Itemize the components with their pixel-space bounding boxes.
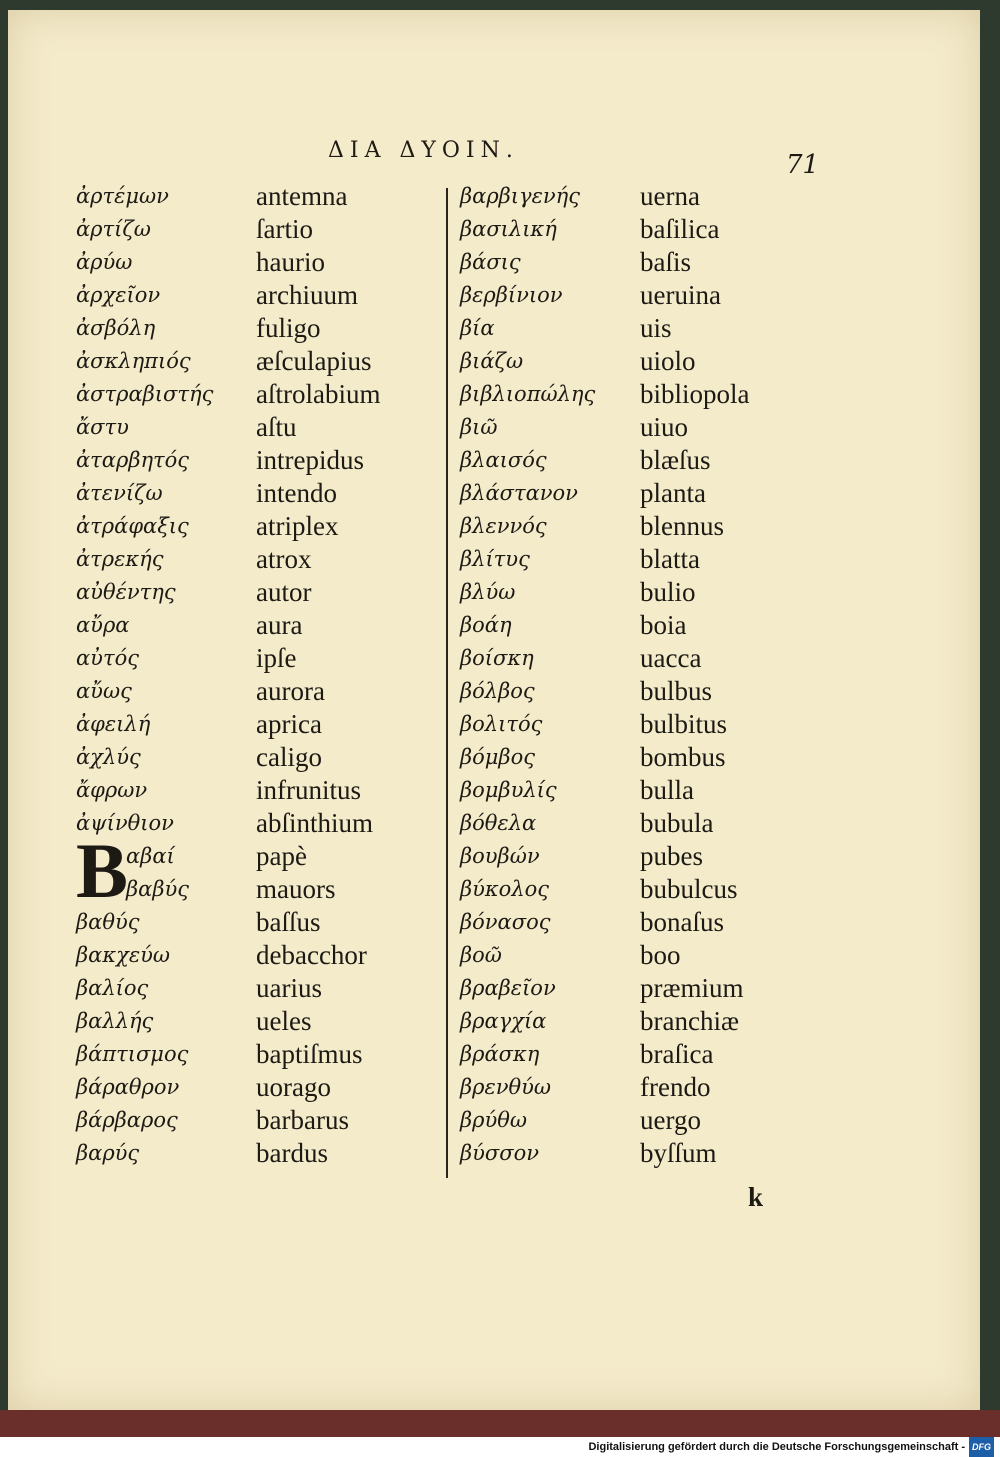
running-head: ΔΙΑ ΔΥΟΙΝ. [328, 138, 519, 163]
latin-gloss: braſica [640, 1039, 714, 1069]
greek-headword: ἀφειλή [76, 712, 151, 736]
greek-headword: ἀρτίζω [76, 217, 151, 241]
latin-gloss: bulbus [640, 676, 713, 706]
latin-gloss: byſſum [640, 1138, 717, 1168]
dfg-logo: DFG [969, 1437, 994, 1457]
latin-gloss: caligo [256, 742, 322, 772]
greek-headword: βαρβιγενής [460, 184, 580, 208]
latin-gloss: bulbitus [640, 709, 728, 739]
latin-gloss: uiolo [640, 346, 696, 376]
latin-gloss: intendo [256, 478, 337, 508]
book-page [8, 10, 980, 1410]
latin-gloss: uiuo [640, 412, 689, 442]
initial-block [76, 827, 213, 914]
latin-gloss: bonaſus [640, 907, 724, 937]
greek-headword: βολιτός [460, 712, 543, 736]
greek-headword: ἀσβόλη [76, 316, 156, 340]
greek-headword: βρύθω [460, 1108, 528, 1132]
latin-gloss: bombus [640, 742, 726, 772]
greek-headword: αὔρα [76, 613, 130, 637]
latin-gloss: blennus [640, 511, 724, 541]
latin-gloss: bibliopola [640, 379, 750, 409]
latin-gloss: aſtrolabium [256, 379, 381, 409]
greek-headword: βαλίος [76, 976, 149, 1000]
greek-headword: ἀτρεκής [76, 547, 164, 571]
latin-gloss: aprica [256, 709, 322, 739]
latin-gloss: atrox [256, 544, 312, 574]
greek-headword: βοίσκη [460, 646, 534, 670]
greek-headword: βαβύς [126, 877, 189, 901]
latin-gloss: uarius [256, 973, 322, 1003]
greek-headword: βάραθρον [76, 1075, 180, 1099]
greek-headword: ἄφρων [76, 778, 148, 802]
greek-headword: βιάζω [460, 349, 524, 373]
latin-gloss: blatta [640, 544, 700, 574]
latin-gloss: bubula [640, 808, 714, 838]
latin-gloss: ueles [256, 1006, 312, 1036]
greek-headword: βόνασος [460, 910, 551, 934]
greek-headword: ἀψίνθιον [76, 811, 174, 835]
greek-headword: βύσσον [460, 1141, 539, 1165]
greek-headword: αὔως [76, 679, 132, 703]
latin-gloss: archiuum [256, 280, 358, 310]
latin-gloss: abſinthium [256, 808, 373, 838]
greek-headword: βακχεύω [76, 943, 170, 967]
latin-gloss: baſſus [256, 907, 321, 937]
greek-headword: βομβυλίς [460, 778, 557, 802]
latin-column-left [256, 180, 380, 1170]
latin-gloss: ſartio [256, 214, 313, 244]
latin-gloss: ipſe [256, 643, 297, 673]
latin-gloss: uerna [640, 181, 700, 211]
latin-gloss: frendo [640, 1072, 711, 1102]
greek-headword: βάρβαρος [76, 1108, 178, 1132]
latin-gloss: ueruina [640, 280, 721, 310]
latin-gloss: bulio [640, 577, 696, 607]
latin-gloss: intrepidus [256, 445, 364, 475]
greek-headword: ἀσκληπιός [76, 349, 191, 373]
greek-headword: ἀρχεῖον [76, 283, 161, 307]
greek-headword: ἀρύω [76, 250, 133, 274]
greek-headword: βόθελα [460, 811, 537, 835]
greek-headword: βόλβος [460, 679, 535, 703]
latin-column-right [640, 180, 750, 1170]
latin-gloss: baptiſmus [256, 1039, 363, 1069]
latin-gloss: infrunitus [256, 775, 361, 805]
greek-headword: ἀχλύς [76, 745, 141, 769]
greek-headword: βοῶ [460, 943, 502, 967]
greek-headword: βερβίνιον [460, 283, 563, 307]
greek-headword: αὐθέντης [76, 580, 176, 604]
greek-headword: βαλλής [76, 1009, 154, 1033]
greek-headword: βρενθύω [460, 1075, 552, 1099]
book-edge [0, 1410, 1000, 1437]
initial-headwords [126, 840, 189, 906]
greek-headword: ἀρτέμων [76, 184, 169, 208]
latin-gloss: uergo [640, 1105, 701, 1135]
greek-headword: βάπτισμος [76, 1042, 189, 1066]
greek-headword: βραγχία [460, 1009, 547, 1033]
greek-headword: βασιλική [460, 217, 557, 241]
latin-gloss: autor [256, 577, 312, 607]
digitization-credit [0, 1437, 1000, 1457]
greek-headword: βιβλιοπώλης [460, 382, 596, 406]
latin-gloss: blæſus [640, 445, 711, 475]
greek-headword: βιῶ [460, 415, 498, 439]
greek-headword: βλάστανον [460, 481, 578, 505]
greek-headword: βουβών [460, 844, 540, 868]
latin-gloss: mauors [256, 874, 336, 904]
latin-gloss: boo [640, 940, 681, 970]
latin-gloss: bardus [256, 1138, 328, 1168]
greek-headword: ἀστραβιστής [76, 382, 214, 406]
greek-headword: βόμβος [460, 745, 535, 769]
greek-headword: αὐτός [76, 646, 139, 670]
greek-headword: βαρύς [76, 1141, 140, 1165]
greek-headword: βοάη [460, 613, 512, 637]
latin-gloss: aura [256, 610, 303, 640]
credit-text: Digitalisierung gefördert durch die Deutsche Forschungsgemeinschaft - [588, 1441, 965, 1453]
catchword: k [748, 1182, 764, 1212]
greek-headword: βλύω [460, 580, 516, 604]
greek-headword: βάσις [460, 250, 521, 274]
latin-gloss: bubulcus [640, 874, 738, 904]
latin-gloss: boia [640, 610, 687, 640]
greek-column-left [76, 180, 213, 1170]
greek-headword: βλίτυς [460, 547, 530, 571]
latin-gloss: æſculapius [256, 346, 372, 376]
greek-headword: βλαισός [460, 448, 547, 472]
greek-headword: ἀτράφαξις [76, 514, 189, 538]
latin-gloss: præmium [640, 973, 744, 1003]
greek-headword: βία [460, 316, 495, 340]
greek-headword: βλεννός [460, 514, 547, 538]
latin-gloss: branchiæ [640, 1006, 739, 1036]
latin-gloss: aſtu [256, 412, 297, 442]
latin-gloss: pubes [640, 841, 703, 871]
greek-headword: ἀταρβητός [76, 448, 190, 472]
latin-gloss: debacchor [256, 940, 367, 970]
greek-column-right [460, 180, 595, 1170]
latin-gloss: haurio [256, 247, 325, 277]
latin-gloss: baſis [640, 247, 691, 277]
column-divider [446, 188, 448, 1178]
greek-headword: βύκολος [460, 877, 550, 901]
latin-gloss: uis [640, 313, 672, 343]
latin-gloss: antemna [256, 181, 348, 211]
latin-gloss: atriplex [256, 511, 339, 541]
latin-gloss: fuligo [256, 313, 321, 343]
page-number: 71 [786, 150, 820, 180]
latin-gloss: planta [640, 478, 706, 508]
greek-headword: βραβεῖον [460, 976, 556, 1000]
latin-gloss: baſilica [640, 214, 720, 244]
latin-gloss: barbarus [256, 1105, 349, 1135]
latin-gloss: uacca [640, 643, 702, 673]
latin-gloss: uorago [256, 1072, 331, 1102]
greek-headword: ἄστυ [76, 415, 129, 439]
latin-gloss: aurora [256, 676, 325, 706]
greek-headword: ἀτενίζω [76, 481, 163, 505]
greek-headword: βράσκη [460, 1042, 540, 1066]
drop-cap-letter: B [76, 827, 129, 914]
latin-gloss: papè [256, 841, 307, 871]
greek-headword: βαθύς [76, 910, 140, 934]
greek-headword: αβαί [126, 844, 175, 868]
latin-gloss: bulla [640, 775, 694, 805]
